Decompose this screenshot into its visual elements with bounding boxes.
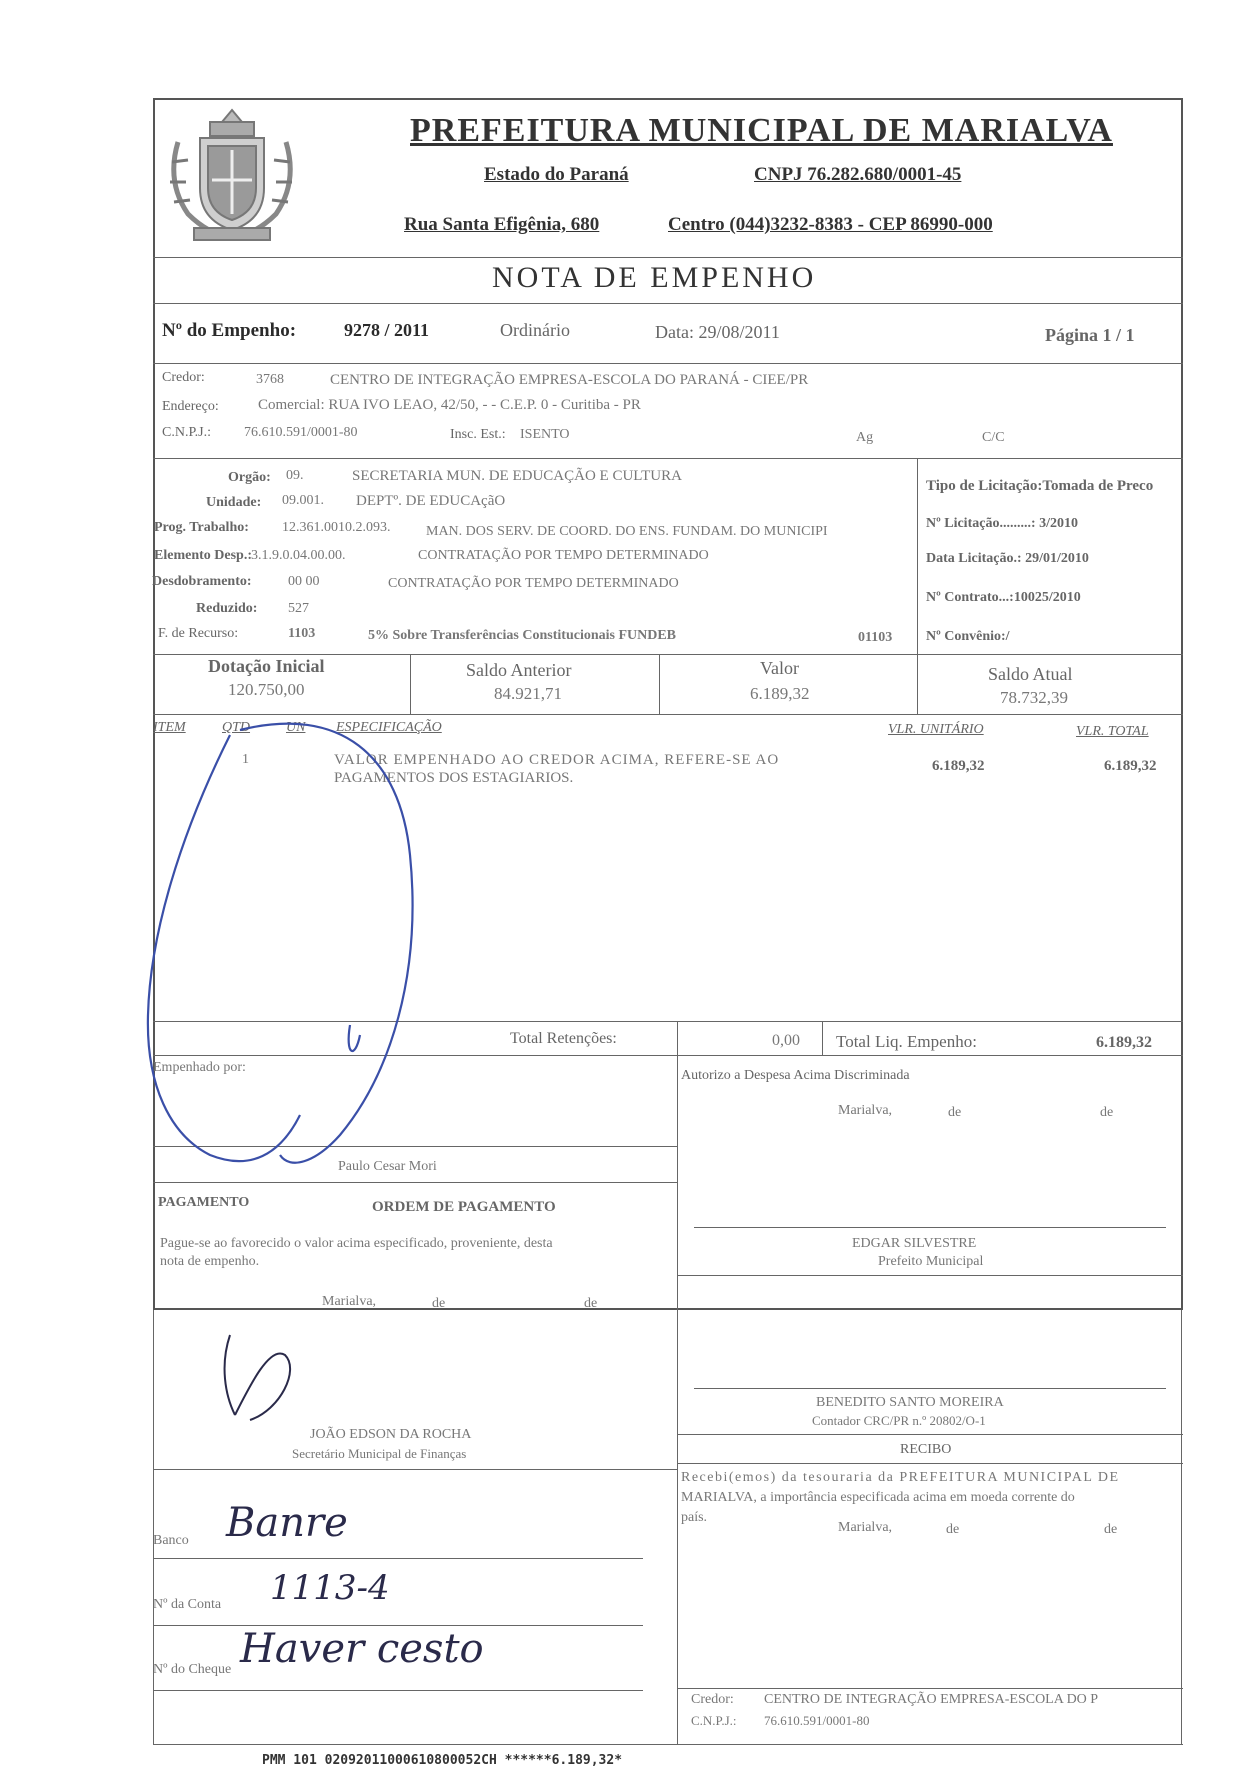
- liq-empenho-value: 6.189,32: [1096, 1034, 1152, 1051]
- recibo-credor-label: Credor:: [691, 1692, 734, 1707]
- divider: [677, 1055, 678, 1310]
- divider: [677, 1021, 678, 1055]
- pagamento-label: PAGAMENTO: [158, 1195, 250, 1210]
- recibo-cnpj: 76.610.591/0001-80: [764, 1713, 870, 1728]
- liq-empenho-label: Total Liq. Empenho:: [836, 1032, 977, 1051]
- valor-value: 6.189,32: [750, 684, 810, 703]
- recibo-cnpj-label: C.N.P.J.:: [691, 1713, 737, 1728]
- divider: [410, 654, 411, 714]
- dotacao-value: 120.750,00: [228, 680, 305, 699]
- header-address: Rua Santa Efigênia, 680: [404, 214, 600, 235]
- recurso-code-2: 01103: [858, 630, 893, 645]
- divider: [153, 1469, 677, 1470]
- prog-code: 12.361.0010.2.093.: [282, 520, 391, 535]
- recurso-name: 5% Sobre Transferências Constitucionais FUNDEB: [368, 628, 677, 643]
- empenhado-name: Paulo Cesar Mori: [338, 1159, 437, 1174]
- empenhado-label: Empenhado por:: [153, 1060, 246, 1075]
- numero-contrato: Nº Contrato...:10025/2010: [926, 590, 1081, 605]
- divider: [677, 1275, 1183, 1276]
- divider: [677, 1688, 1183, 1689]
- item-unit-value: 6.189,32: [932, 758, 985, 774]
- pen-mark-icon: [140, 715, 470, 1175]
- header-state: Estado do Paraná: [484, 164, 629, 185]
- credor-code: 3768: [256, 372, 284, 387]
- col-item: ITEM: [153, 720, 186, 735]
- retencoes-label: Total Retenções:: [510, 1030, 617, 1047]
- col-un: UN: [286, 720, 306, 735]
- recurso-code: 1103: [288, 626, 316, 641]
- header-title: PREFEITURA MUNICIPAL DE MARIALVA: [410, 112, 1113, 149]
- signature-icon: [210, 1325, 320, 1435]
- divider: [677, 1434, 1183, 1435]
- divider: [677, 1310, 678, 1744]
- recibo-credor-name: CENTRO DE INTEGRAÇÃO EMPRESA-ESCOLA DO P: [764, 1692, 1099, 1707]
- item-total-value: 6.189,32: [1104, 758, 1157, 774]
- credor-address: Comercial: RUA IVO LEAO, 42/50, - - C.E.P. 0 - Curitiba - PR: [258, 397, 641, 413]
- valor-label: Valor: [760, 658, 799, 678]
- numero-convenio: Nº Convênio:/: [926, 629, 1010, 644]
- elemento-label: Elemento Desp.:: [154, 548, 252, 563]
- dotacao-label: Dotação Inicial: [208, 656, 325, 676]
- cheque-label: Nº do Cheque: [153, 1662, 232, 1677]
- item-spec-line2: PAGAMENTOS DOS ESTAGIARIOS.: [334, 770, 574, 786]
- orgao-code: 09.: [286, 468, 304, 483]
- recibo-de2: de: [1104, 1522, 1118, 1537]
- empenho-page: Página 1 / 1: [1045, 325, 1135, 345]
- autorizo-place: Marialva,: [838, 1103, 893, 1118]
- divider: [153, 303, 1183, 304]
- accountant-name: BENEDITO SANTO MOREIRA: [816, 1395, 1004, 1410]
- divider: [1181, 1310, 1182, 1744]
- pagamento-text-line1: Pague-se ao favorecido o valor acima especificado, proveniente, desta: [160, 1236, 553, 1251]
- autorizo-de1: de: [948, 1105, 962, 1120]
- mayor-name: EDGAR SILVESTRE: [852, 1236, 977, 1251]
- cc-label: C/C: [982, 430, 1005, 445]
- col-qtd: QTD: [222, 720, 251, 735]
- pagamento-text-line2: nota de empenho.: [160, 1254, 260, 1269]
- doc-title: NOTA DE EMPENHO: [492, 261, 817, 294]
- ordem-pagamento-label: ORDEM DE PAGAMENTO: [372, 1199, 556, 1215]
- unidade-name: DEPTº. DE EDUCAçãO: [356, 493, 506, 509]
- divider: [153, 458, 1183, 459]
- divider: [153, 1310, 154, 1744]
- signer-role: Secretário Municipal de Finanças: [292, 1446, 467, 1461]
- header-cnpj: CNPJ 76.282.680/0001-45: [754, 164, 962, 185]
- saldo-atual-value: 78.732,39: [1000, 688, 1068, 707]
- desdob-label: Desdobramento:: [152, 574, 252, 589]
- pagamento-place: Marialva,: [322, 1294, 377, 1309]
- divider: [694, 1388, 1166, 1389]
- divider: [153, 257, 1183, 258]
- reduzido-value: 527: [288, 601, 309, 616]
- divider: [694, 1227, 1166, 1228]
- recibo-place: Marialva,: [838, 1520, 893, 1535]
- divider: [917, 458, 918, 654]
- accountant-role: Contador CRC/PR n.º 20802/O-1: [812, 1413, 986, 1428]
- coat-of-arms-icon: [158, 102, 306, 250]
- saldo-anterior-label: Saldo Anterior: [466, 660, 572, 680]
- empenho-type: Ordinário: [500, 320, 570, 340]
- conta-value: 1113-4: [270, 1568, 390, 1608]
- mayor-role: Prefeito Municipal: [878, 1254, 984, 1269]
- divider: [153, 1690, 643, 1691]
- insc-label: Insc. Est.:: [450, 427, 506, 442]
- recibo-label: RECIBO: [900, 1442, 952, 1457]
- col-unit: VLR. UNITÁRIO: [888, 722, 984, 737]
- item-spec-line1: VALOR EMPENHADO AO CREDOR ACIMA, REFERE-SE AO: [334, 752, 780, 768]
- address-label: Endereço:: [162, 399, 219, 414]
- unidade-code: 09.001.: [282, 493, 324, 508]
- desdob-name: CONTRATAÇÃO POR TEMPO DETERMINADO: [388, 576, 679, 591]
- data-licitacao: Data Licitação.: 29/01/2010: [926, 551, 1089, 566]
- header-district: Centro (044)3232-8383 - CEP 86990-000: [668, 214, 993, 235]
- empenho-number: 9278 / 2011: [344, 320, 430, 340]
- insc-value: ISENTO: [520, 427, 570, 442]
- empenho-date: Data: 29/08/2011: [655, 322, 780, 342]
- divider: [917, 654, 918, 714]
- retencoes-value: 0,00: [772, 1032, 800, 1049]
- conta-label: Nº da Conta: [153, 1597, 222, 1612]
- ag-label: Ag: [856, 430, 874, 445]
- divider: [153, 1182, 677, 1183]
- col-total: VLR. TOTAL: [1076, 724, 1149, 739]
- divider: [659, 654, 660, 714]
- item-qtd: 1: [242, 752, 249, 767]
- desdob-code: 00 00: [288, 574, 320, 589]
- recibo-line2: MARIALVA, a importância especificada acima em moeda corrente do: [681, 1490, 1075, 1505]
- col-spec: ESPECIFICAÇÃO: [336, 720, 442, 735]
- credor-label: Credor:: [162, 370, 205, 385]
- reduzido-label: Reduzido:: [196, 601, 258, 616]
- tipo-licitacao: Tipo de Licitação:Tomada de Preco: [926, 478, 1154, 494]
- recibo-line3: país.: [681, 1510, 708, 1525]
- recibo-line1: Recebi(emos) da tesouraria da PREFEITURA MUNICIPAL DE: [681, 1470, 1120, 1485]
- divider: [153, 363, 1183, 364]
- credor-name: CENTRO DE INTEGRAÇÃO EMPRESA-ESCOLA DO PARANÁ - CIEE/PR: [330, 372, 809, 388]
- divider: [153, 1744, 1183, 1745]
- pagamento-de1: de: [432, 1296, 446, 1311]
- divider: [153, 654, 1183, 655]
- empenho-label: Nº do Empenho:: [162, 320, 297, 341]
- saldo-atual-label: Saldo Atual: [988, 664, 1073, 684]
- elemento-name: CONTRATAÇÃO POR TEMPO DETERMINADO: [418, 548, 709, 563]
- pagamento-de2: de: [584, 1296, 598, 1311]
- autorizo-label: Autorizo a Despesa Acima Discriminada: [681, 1068, 910, 1083]
- saldo-anterior-value: 84.921,71: [494, 684, 562, 703]
- orgao-name: SECRETARIA MUN. DE EDUCAÇÃO E CULTURA: [352, 468, 682, 484]
- numero-licitacao: Nº Licitação.........: 3/2010: [926, 516, 1078, 531]
- unidade-label: Unidade:: [206, 495, 262, 510]
- footer-code: PMM 101 02092011000610800052CH ******6.189,32*: [262, 1753, 623, 1768]
- prog-label: Prog. Trabalho:: [154, 520, 249, 535]
- banco-label: Banco: [153, 1533, 189, 1548]
- signer-name: JOÃO EDSON DA ROCHA: [310, 1427, 472, 1442]
- recurso-label: F. de Recurso:: [158, 626, 239, 641]
- cnpj-label: C.N.P.J.:: [162, 425, 212, 440]
- cheque-value: Haver cesto: [240, 1626, 484, 1672]
- autorizo-de2: de: [1100, 1105, 1114, 1120]
- recibo-de1: de: [946, 1522, 960, 1537]
- credor-cnpj: 76.610.591/0001-80: [244, 425, 358, 440]
- orgao-label: Orgão:: [228, 470, 271, 485]
- banco-value: Banre: [226, 1500, 348, 1546]
- elemento-code: 3.1.9.0.04.00.00.: [251, 548, 346, 563]
- divider: [153, 1558, 643, 1559]
- prog-name: MAN. DOS SERV. DE COORD. DO ENS. FUNDAM. DO MUNICIPI: [426, 524, 828, 539]
- divider: [822, 1021, 823, 1055]
- divider: [677, 1463, 1183, 1464]
